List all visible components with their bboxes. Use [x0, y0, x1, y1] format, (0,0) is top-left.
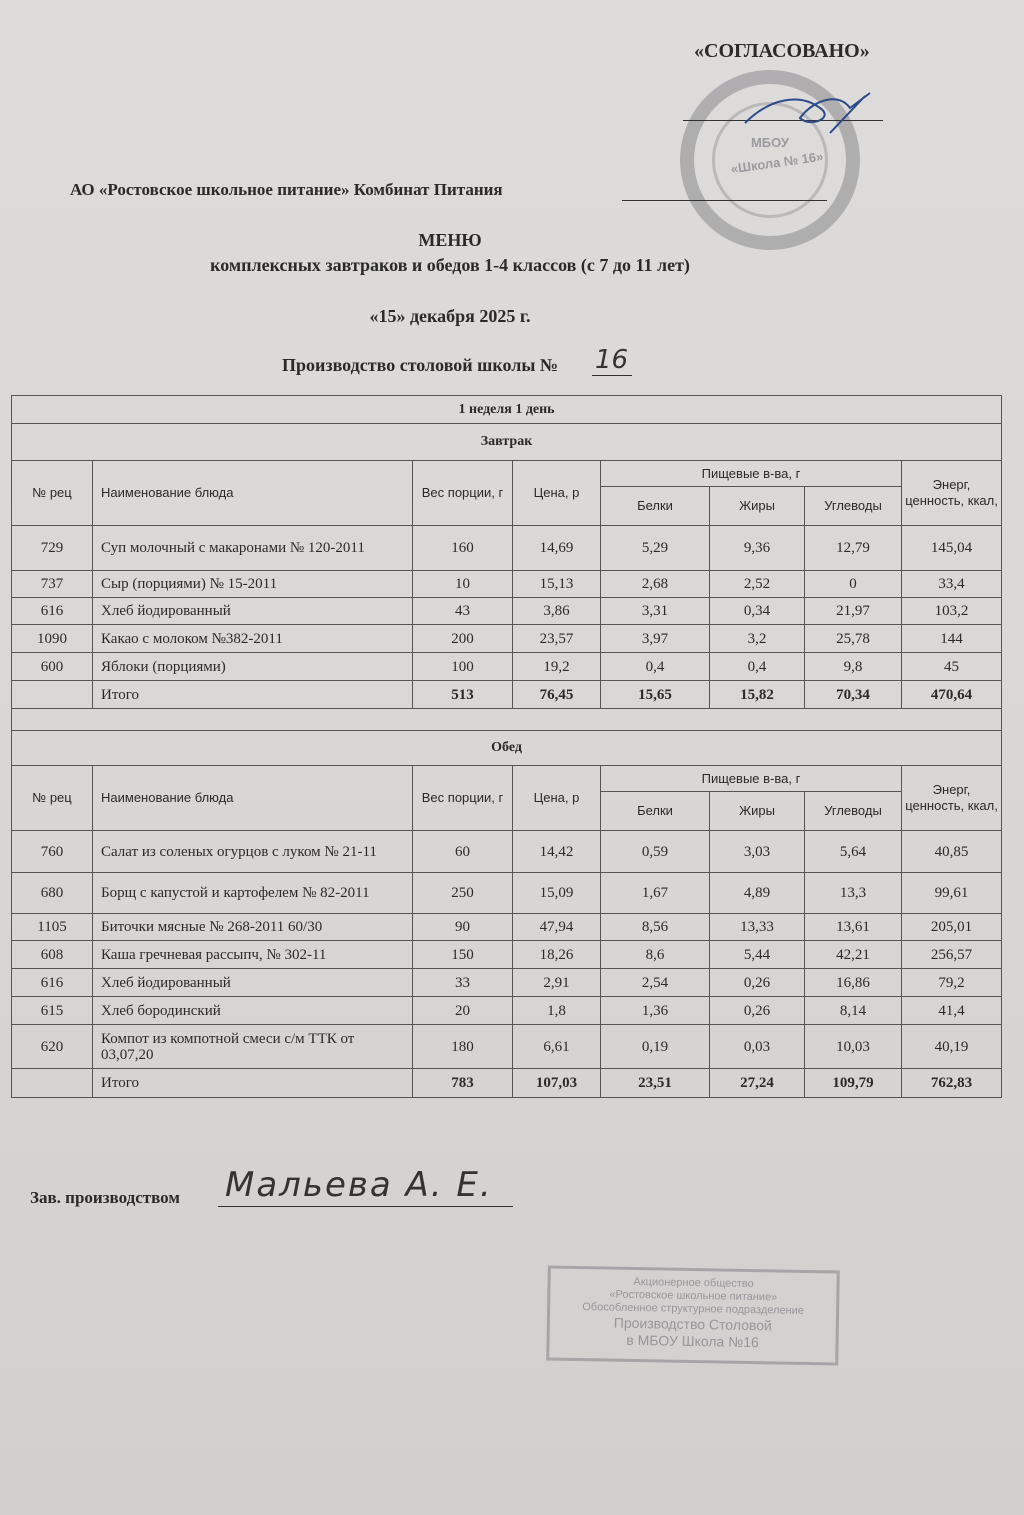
table-cell: 13,3: [805, 873, 902, 914]
organization-name: АО «Ростовское школьное питание» Комбинат Питания: [70, 180, 503, 199]
table-row: [12, 997, 1002, 1025]
table-cell: 60: [413, 831, 513, 873]
header-row: [12, 766, 1002, 792]
table-cell: Яблоки (порциями): [93, 653, 413, 681]
column-header-weight: Вес порции, г: [413, 766, 513, 831]
table-cell: 13,61: [805, 914, 902, 941]
document-subtitle: комплексных завтраков и обедов 1-4 классов (с 7 до 11 лет): [210, 255, 690, 275]
stamp-line: Производство Столовой: [613, 1314, 772, 1334]
document-date: «15» декабря 2025 г.: [369, 306, 531, 326]
table-cell: 41,4: [902, 997, 1002, 1025]
table-cell: 0,26: [710, 997, 805, 1025]
table-cell: 33: [413, 969, 513, 997]
manager-signature-line: [218, 1206, 513, 1207]
table-cell: 21,97: [805, 598, 902, 625]
table-cell: Биточки мясные № 268-2011 60/30: [93, 914, 413, 941]
table-cell: 43: [413, 598, 513, 625]
table-cell: 9,36: [710, 526, 805, 571]
stamp-text-school: «Школа № 16»: [729, 148, 825, 177]
document-title: МЕНЮ: [418, 230, 482, 250]
section-row: [12, 424, 1002, 461]
table-cell: 3,03: [710, 831, 805, 873]
table-cell: 160: [413, 526, 513, 571]
table-cell: 145,04: [902, 526, 1002, 571]
table-cell: 10: [413, 571, 513, 598]
table-cell: 760: [12, 831, 93, 873]
table-cell: 25,78: [805, 625, 902, 653]
table-cell: 783: [413, 1069, 513, 1098]
table-cell: 76,45: [513, 681, 601, 709]
table-row: [12, 1025, 1002, 1069]
table-cell: 620: [12, 1025, 93, 1069]
table-cell: Салат из соленых огурцов с луком № 21-11: [93, 831, 413, 873]
table-cell: 100: [413, 653, 513, 681]
table-cell: 15,13: [513, 571, 601, 598]
table-cell: 12,79: [805, 526, 902, 571]
table-cell: 107,03: [513, 1069, 601, 1098]
period-title: 1 неделя 1 день: [12, 396, 1002, 424]
stamp-text-mbou: МБОУ: [750, 135, 790, 150]
table-cell: Итого: [93, 681, 413, 709]
table-cell: 5,64: [805, 831, 902, 873]
table-cell: Борщ с капустой и картофелем № 82-2011: [93, 873, 413, 914]
table-cell: 616: [12, 969, 93, 997]
table-cell: 40,19: [902, 1025, 1002, 1069]
column-header-fat: Жиры: [710, 792, 805, 831]
table-cell: 8,14: [805, 997, 902, 1025]
menu-table: [11, 395, 1002, 1098]
table-cell: 600: [12, 653, 93, 681]
spacer-cell: [12, 709, 1002, 731]
column-header-price: Цена, р: [513, 766, 601, 831]
column-header-carbs: Углеводы: [805, 792, 902, 831]
table-cell: 1090: [12, 625, 93, 653]
column-header-energy: Энерг, ценность, ккал,: [902, 766, 1002, 831]
table-cell: 0,34: [710, 598, 805, 625]
table-cell: 470,64: [902, 681, 1002, 709]
column-header-carbs: Углеводы: [805, 487, 902, 526]
table-cell: 1,8: [513, 997, 601, 1025]
approved-label: «СОГЛАСОВАНО»: [694, 40, 870, 62]
column-header-energy: Энерг, ценность, ккал,: [902, 461, 1002, 526]
table-cell: 90: [413, 914, 513, 941]
table-cell: 1105: [12, 914, 93, 941]
section-row: [12, 731, 1002, 766]
table-cell: 45: [902, 653, 1002, 681]
table-row: [12, 873, 1002, 914]
table-cell: 13,33: [710, 914, 805, 941]
table-cell: Итого: [93, 1069, 413, 1098]
table-row: [12, 941, 1002, 969]
table-cell: 2,54: [601, 969, 710, 997]
table-cell: 23,51: [601, 1069, 710, 1098]
table-cell: Хлеб йодированный: [93, 598, 413, 625]
column-header-recipe: № рец: [12, 766, 93, 831]
table-cell: 1,67: [601, 873, 710, 914]
header-row: [12, 461, 1002, 487]
table-cell: 0,59: [601, 831, 710, 873]
table-cell: 8,56: [601, 914, 710, 941]
table-cell: 0,26: [710, 969, 805, 997]
table-cell: 99,61: [902, 873, 1002, 914]
table-cell: 19,2: [513, 653, 601, 681]
table-row: [12, 526, 1002, 571]
table-cell: 205,01: [902, 914, 1002, 941]
column-header-protein: Белки: [601, 792, 710, 831]
table-cell: 47,94: [513, 914, 601, 941]
table-row: [12, 969, 1002, 997]
table-cell: 40,85: [902, 831, 1002, 873]
column-header-nutrients: Пищевые в-ва, г: [601, 461, 902, 487]
total-row: [12, 681, 1002, 709]
table-cell: 15,65: [601, 681, 710, 709]
stamp-line: Акционерное общество: [633, 1275, 754, 1291]
table-cell: 3,86: [513, 598, 601, 625]
table-cell: 3,2: [710, 625, 805, 653]
table-cell: 3,31: [601, 598, 710, 625]
column-header-fat: Жиры: [710, 487, 805, 526]
table-cell: 5,44: [710, 941, 805, 969]
spacer-row: [12, 709, 1002, 731]
table-cell: 3,97: [601, 625, 710, 653]
table-cell: 513: [413, 681, 513, 709]
table-cell: 4,89: [710, 873, 805, 914]
column-header-price: Цена, р: [513, 461, 601, 526]
manager-label: Зав. производством: [30, 1188, 180, 1207]
table-cell: Хлеб бородинский: [93, 997, 413, 1025]
stamp-line: Обособленное структурное подразделение: [582, 1301, 805, 1317]
table-cell: 5,29: [601, 526, 710, 571]
production-label: Производство столовой школы №: [281, 355, 559, 375]
table-cell: [12, 1069, 93, 1098]
table-cell: 615: [12, 997, 93, 1025]
rectangular-stamp: [546, 1265, 840, 1365]
column-header-protein: Белки: [601, 487, 710, 526]
table-cell: Компот из компотной смеси с/м ТТК от 03,07,20: [93, 1025, 413, 1069]
section-title: Обед: [12, 731, 1002, 766]
table-cell: 27,24: [710, 1069, 805, 1098]
school-number-line: [592, 375, 632, 376]
table-cell: 109,79: [805, 1069, 902, 1098]
table-cell: [12, 681, 93, 709]
table-row: [12, 625, 1002, 653]
table-cell: 15,82: [710, 681, 805, 709]
table-cell: 680: [12, 873, 93, 914]
table-cell: 737: [12, 571, 93, 598]
column-header-nutrients: Пищевые в-ва, г: [601, 766, 902, 792]
table-cell: Сыр (порциями) № 15-2011: [93, 571, 413, 598]
table-cell: Какао с молоком №382-2011: [93, 625, 413, 653]
table-cell: 15,09: [513, 873, 601, 914]
column-header-name: Наименование блюда: [93, 461, 413, 526]
table-cell: 256,57: [902, 941, 1002, 969]
section-title: Завтрак: [12, 424, 1002, 461]
period-row: [12, 396, 1002, 424]
table-row: [12, 653, 1002, 681]
table-cell: 0,19: [601, 1025, 710, 1069]
table-cell: 0: [805, 571, 902, 598]
stamp-line: «Ростовское школьное питание»: [609, 1288, 778, 1304]
table-cell: 2,68: [601, 571, 710, 598]
table-row: [12, 914, 1002, 941]
table-cell: 150: [413, 941, 513, 969]
table-cell: 79,2: [902, 969, 1002, 997]
table-cell: 14,42: [513, 831, 601, 873]
table-cell: 6,61: [513, 1025, 601, 1069]
table-cell: 729: [12, 526, 93, 571]
table-cell: 23,57: [513, 625, 601, 653]
table-cell: 14,69: [513, 526, 601, 571]
table-cell: 0,4: [601, 653, 710, 681]
table-cell: Хлеб йодированный: [93, 969, 413, 997]
table-cell: 16,86: [805, 969, 902, 997]
table-cell: 0,03: [710, 1025, 805, 1069]
table-row: [12, 571, 1002, 598]
table-cell: 70,34: [805, 681, 902, 709]
table-cell: 608: [12, 941, 93, 969]
table-cell: 103,2: [902, 598, 1002, 625]
table-cell: 9,8: [805, 653, 902, 681]
table-cell: 33,4: [902, 571, 1002, 598]
table-row: [12, 598, 1002, 625]
table-cell: 144: [902, 625, 1002, 653]
table-cell: 8,6: [601, 941, 710, 969]
approval-signature: [740, 88, 880, 138]
table-cell: 2,52: [710, 571, 805, 598]
stamp-line: в МБОУ Школа №16: [626, 1331, 759, 1351]
table-cell: Каша гречневая рассыпч, № 302-11: [93, 941, 413, 969]
total-row: [12, 1069, 1002, 1098]
organization-line: [622, 200, 827, 201]
column-header-weight: Вес порции, г: [413, 461, 513, 526]
table-cell: 200: [413, 625, 513, 653]
table-cell: 42,21: [805, 941, 902, 969]
table-cell: 616: [12, 598, 93, 625]
table-cell: 180: [413, 1025, 513, 1069]
table-cell: 2,91: [513, 969, 601, 997]
table-cell: 18,26: [513, 941, 601, 969]
table-row: [12, 831, 1002, 873]
table-cell: 1,36: [601, 997, 710, 1025]
table-cell: Суп молочный с макаронами № 120-2011: [93, 526, 413, 571]
column-header-recipe: № рец: [12, 461, 93, 526]
table-cell: 250: [413, 873, 513, 914]
school-number-handwritten: 16: [595, 345, 629, 375]
table-cell: 10,03: [805, 1025, 902, 1069]
manager-signature: Мальева А. Е.: [225, 1165, 493, 1205]
column-header-name: Наименование блюда: [93, 766, 413, 831]
table-cell: 20: [413, 997, 513, 1025]
table-cell: 762,83: [902, 1069, 1002, 1098]
table-cell: 0,4: [710, 653, 805, 681]
